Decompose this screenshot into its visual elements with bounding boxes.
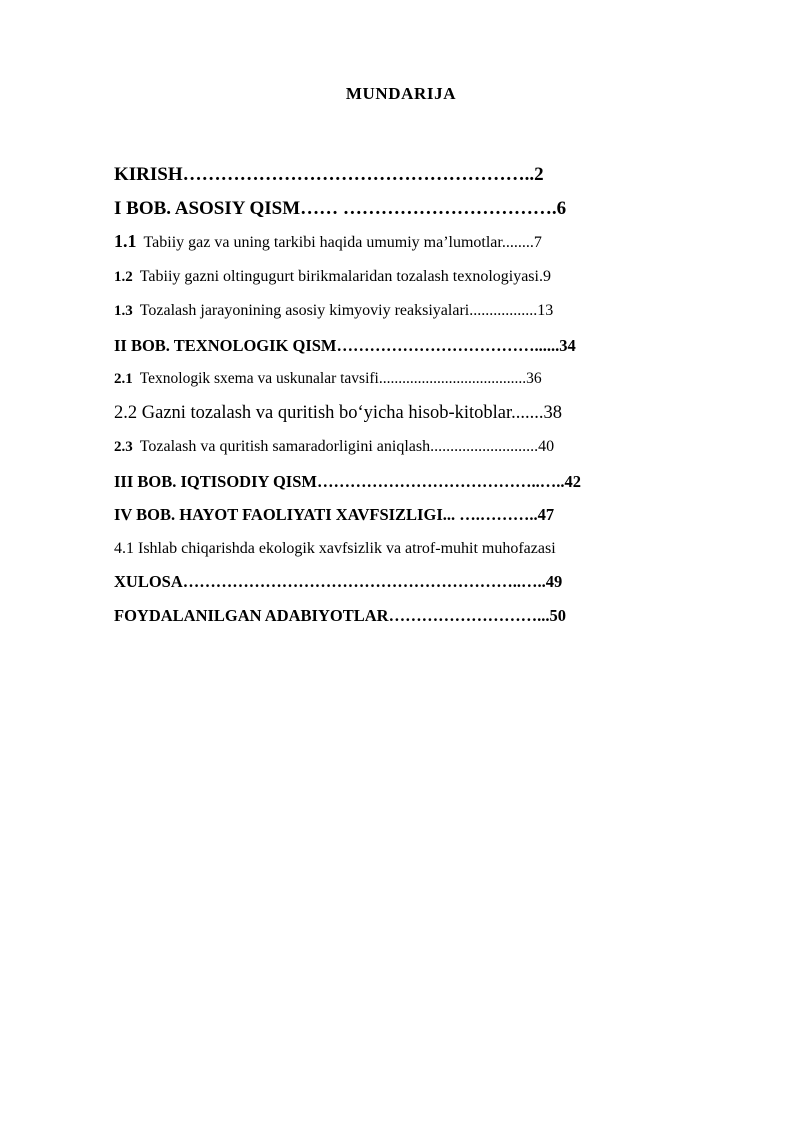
toc-entry-text: Tozalash jarayonining asosiy kimyoviy reaksiyalari.................13 — [139, 302, 554, 319]
page-title: MUNDARIJA — [345, 84, 457, 103]
toc-entry-adabiyotlar — [114, 599, 688, 633]
toc-entry-number: 1.1 — [114, 231, 137, 251]
toc-entry-number: 1.2 — [114, 268, 133, 285]
toc-entry-bob3 — [114, 465, 688, 499]
toc-entry-text: 4.1 Ishlab chiqarishda ekologik xavfsizlik va atrof-muhit muhofazasi — [114, 539, 556, 557]
toc-entry-text: FOYDALANILGAN ADABIYOTLAR………………………...50 — [114, 605, 566, 625]
toc-entry-number: 1.3 — [114, 303, 133, 319]
toc-entry-bob4 — [114, 498, 688, 532]
toc-entry-1-2 — [114, 260, 688, 295]
toc-entry-1-3 — [114, 294, 688, 329]
toc-entry-text: I BOB. ASOSIY QISM…… …………………………….6 — [114, 197, 567, 219]
toc-entry-text: Tabiiy gazni oltingugurt birikmalaridan tozalash texnologiyasi.9 — [139, 267, 551, 285]
toc-entry-text: Texnologik sxema va uskunalar tavsifi......................................36 — [139, 370, 542, 387]
toc-entry-text: II BOB. TEXNOLOGIK QISM………………………………......34 — [114, 335, 576, 355]
toc-entry-2-3 — [114, 430, 688, 465]
toc-entry-2-1 — [114, 362, 688, 397]
toc-entry-text: Tabiiy gaz va uning tarkibi haqida umumiy ma’lumotlar........7 — [143, 234, 542, 251]
toc-entry-bob1 — [114, 192, 688, 226]
toc-entry-2-2 — [114, 397, 688, 431]
toc-entry-text: XULOSA……………………………………………………..…..49 — [114, 572, 563, 591]
toc-entry-text: KIRISH………………………………………………..2 — [114, 164, 544, 185]
toc-entry-text: Tozalash va quritish samaradorligini aniqlash...........................40 — [139, 438, 555, 455]
toc-entry-bob2 — [114, 329, 688, 363]
toc-entry-1-1 — [114, 225, 688, 260]
toc-entry-text: IV BOB. HAYOT FAOLIYATI XAVFSIZLIGI... ….………..47 — [114, 505, 555, 524]
toc-entry-text: 2.2 Gazni tozalash va quritish bo‘yicha hisob-kitoblar.......38 — [114, 402, 563, 423]
toc-entry-number: 2.1 — [114, 371, 133, 387]
toc-entry-text: III BOB. IQTISODIY QISM…………………………………..…..42 — [114, 471, 581, 491]
table-of-contents — [114, 158, 688, 632]
toc-entry-xulosa — [114, 565, 688, 599]
toc-entry-4-1 — [114, 532, 688, 566]
toc-entry-kirish — [114, 158, 688, 192]
toc-entry-number: 2.3 — [114, 439, 133, 455]
